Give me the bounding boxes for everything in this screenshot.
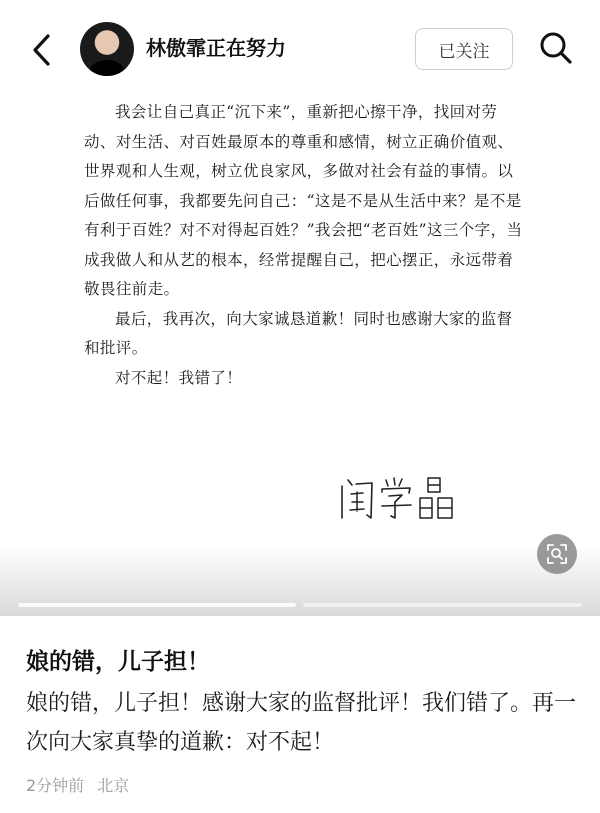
search-icon bbox=[536, 28, 576, 68]
image-search-button[interactable] bbox=[537, 534, 577, 574]
post-body: 娘的错，儿子担！感谢大家的监督批评！我们错了。再一次向大家真挚的道歉：对不起！ bbox=[26, 691, 577, 755]
username[interactable]: 林傲霏正在努力 bbox=[146, 36, 286, 60]
post-title: 娘的错，儿子担！ bbox=[26, 649, 210, 675]
post-time: 2分钟前 bbox=[26, 776, 85, 795]
post-location: 北京 bbox=[97, 776, 130, 795]
image-search-icon bbox=[546, 543, 568, 565]
letter-paragraph: 对不起！我错了！ bbox=[115, 368, 243, 387]
post-image[interactable] bbox=[0, 96, 600, 616]
letter-paragraph: 最后，我再次，向大家诚恳道歉！同时也感谢大家的监督和批评。 bbox=[84, 309, 513, 357]
carousel-indicator-active bbox=[18, 603, 296, 607]
avatar[interactable] bbox=[80, 22, 134, 76]
post-meta bbox=[26, 773, 137, 796]
search-button[interactable] bbox=[536, 28, 576, 68]
back-button[interactable] bbox=[26, 30, 62, 70]
follow-button[interactable]: 已关注 bbox=[415, 28, 513, 70]
letter-text bbox=[84, 98, 524, 393]
handwritten-signature bbox=[336, 472, 466, 532]
chevron-left-icon bbox=[26, 30, 62, 70]
carousel-indicator bbox=[303, 603, 582, 607]
top-bar bbox=[0, 0, 600, 96]
letter-paragraph: 我会让自己真正“沉下来”，重新把心擦干净，找回对劳动、对生活、对百姓最原本的尊重和感情，树立正确价值观、世界观和人生观，树立优良家风，多做对社会有益的事情。以后做任何事，我都要先问自己：“这是不是从生活中来？是不是有利于百姓？对不对得起百姓？”我会把“老百姓”这三个字，当成我做人和从艺的根本，经常提醒自己，把心摆正，永远带着敬畏往前走。 bbox=[84, 103, 523, 298]
